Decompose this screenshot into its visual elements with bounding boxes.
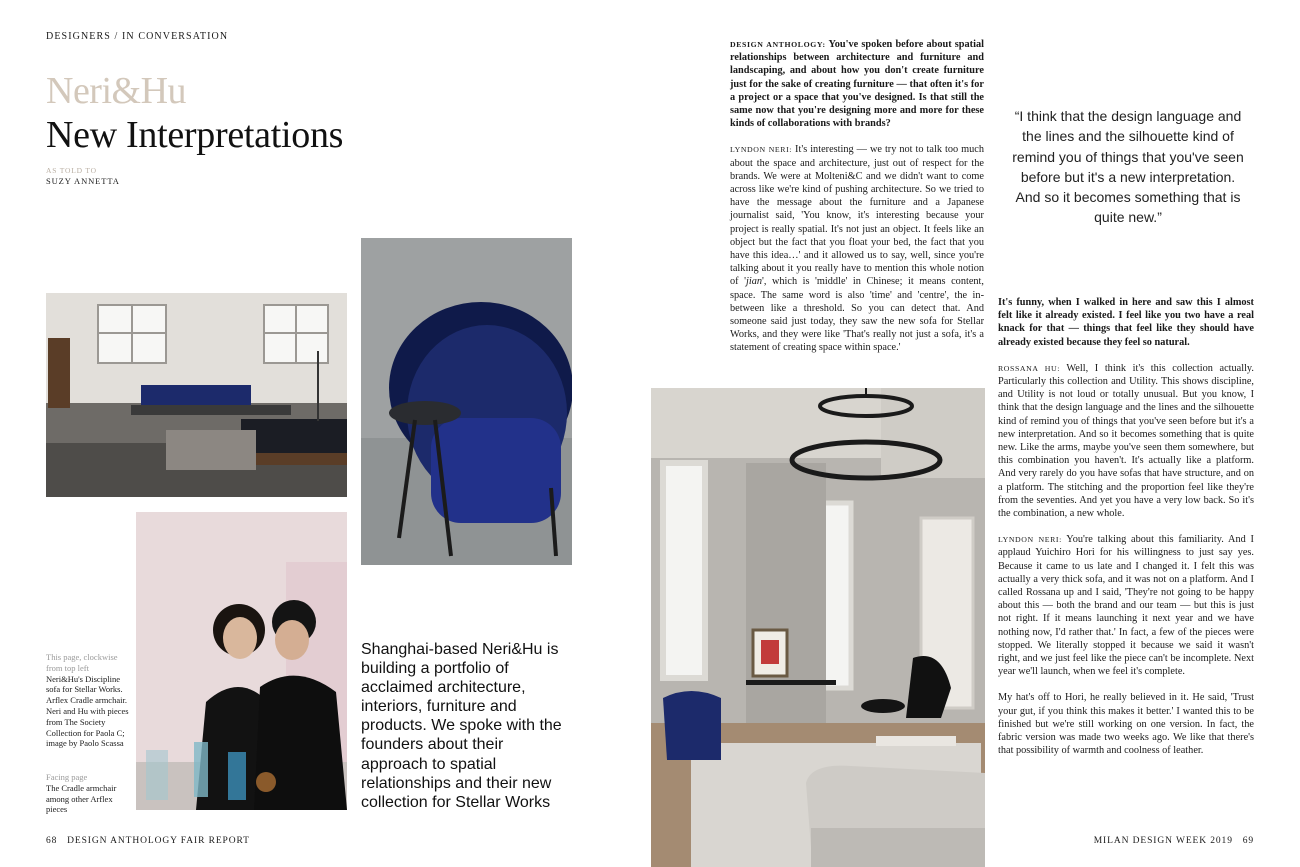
question-2: It's funny, when I walked in here and saw this I almost felt like it already existed. I feel like you two have a real knack for that — things that feel like they should have already existed because they feel so natural.	[998, 297, 1254, 348]
answer-2-text: Well, I think it's this collection actually. Particularly this collection and Utility. This shows discipline, and Utility is not loud or totally unusual. But you know, I think that the design language and the lines and the silhouette kind of remind you of things that you've seen before but it's a new interpretation. And so it becomes something that is quite new. Like the arms, maybe you've seen them somewhere, but this combination you haven't. It's actually like a platform. And very rarely do you have sofas that have structure, and on a platform. The stitching and the proportion feel like they're from the seventies. And yet you have a very low back. So it's the combination, a new whole.	[998, 362, 1254, 520]
pull-quote: “I think that the design language and the lines and the silhouette kind of remind you of things that you've seen before but it's a new interpretation. And so it becomes something that is quite new.”	[1012, 108, 1244, 226]
photo-discipline-sofa	[46, 293, 347, 497]
answer-4: My hat's off to Hori, he really believed in it. He said, 'Trust your gut, if you think this makes it better.' I wanted this to be finished but we're still working on one version. In fact, the fabric version was made two weeks ago. We like that there's that possibility of warmth and coolness of leather.	[998, 692, 1254, 757]
answer-1	[730, 143, 984, 354]
as-told-to-label: AS TOLD TO	[46, 166, 97, 175]
interview-column-1	[730, 38, 984, 355]
publication-title-right: MILAN DESIGN WEEK 2019	[1093, 836, 1233, 846]
answer-3-text: You're talking about this familiarity. And I applaud Yuichiro Hori for his willingness to just say yes. Because it came to us late and I changed it. I felt this was actually a very thick sofa, and it was not on a platform. And I called Rossana up and I said, 'They're not going to be happy about this — both the brand and our team — but this is just not right. If it means launching it next year and we have nothing now, I'd rather that.' In fact, a few of the pieces were stopped. We literally stopped it because we said it wasn't right, and we just feel like the piece can't be incomplete. Next year we'll launch, when we feel it's complete.	[998, 534, 1254, 678]
speaker-lyndon-neri: LYNDON NERI:	[730, 145, 793, 155]
article-headline: New Interpretations	[46, 114, 344, 156]
question-1	[730, 38, 984, 130]
section-label: DESIGNERS / IN CONVERSATION	[46, 31, 229, 42]
intro-standfirst: Shanghai-based Neri&Hu is building a portfolio of acclaimed architecture, interiors, furniture and products. We spoke with the founders about their approach to spatial relationships and their new collection for Stellar Works	[361, 641, 562, 811]
folio-left	[46, 836, 250, 846]
folio-right	[1094, 836, 1254, 846]
answer-1-text-before: It's interesting — we try not to talk too much about the space and architecture, just out of respect for the brands. We were at Molteni&C and we didn't want to come across like we're kind of pushing architecture. So we tried to have the message about the furniture and a Japanese journalist said, 'You know, it's interesting because your project is really spatial. It's not just an object. It feels like an object but the fact that you float your bed, the fact that you have this idea…' and it allowed us to say, well, since you're talking about it you really have to mention this whole notion of '	[730, 144, 984, 288]
speaker-rossana-hu: ROSSANA HU:	[998, 363, 1060, 373]
photo-cradle-armchair	[361, 238, 572, 565]
page-number-right: 69	[1242, 836, 1254, 846]
caption-this-page-text: Neri&Hu's Discipline sofa for Stellar Works. Arflex Cradle armchair. Neri and Hu with pieces from The Society Collection for Paola C; image by Paolo Scassa	[46, 673, 129, 749]
answer-1-text-after: ', which is 'middle' in Chinese; it means content, space. The same word is also 'time' and 'centre', the in-between like a threshold. So you can detect that. And someone said just today, they saw the new sofa for Stellar Works, and they were like 'That's really not just a sofa, it's a statement of creating space within space.'	[730, 276, 984, 354]
caption-facing-page	[46, 772, 130, 815]
page-number-left: 68	[46, 836, 58, 846]
answer-2	[998, 362, 1254, 520]
photo-interior-chandelier	[651, 388, 985, 867]
speaker-lyndon-neri-2: LYNDON NERI:	[998, 535, 1062, 545]
author-name: SUZY ANNETTA	[46, 176, 120, 186]
answer-1-italic-word: jian	[745, 276, 762, 288]
answer-3	[998, 533, 1254, 678]
interview-column-2	[998, 296, 1254, 758]
caption-facing-page-heading: Facing page	[46, 772, 88, 782]
caption-this-page-heading: This page, clockwise from top left	[46, 652, 118, 673]
caption-this-page	[46, 652, 130, 749]
photo-neri-and-hu	[136, 512, 347, 810]
publication-title-left: DESIGN ANTHOLOGY FAIR REPORT	[67, 836, 250, 846]
speaker-design-anthology: DESIGN ANTHOLOGY:	[730, 40, 826, 49]
question-1-text: You've spoken before about spatial relationships between architecture and furniture and landscaping, and about how you don't create furniture just for the sake of creating furniture — that often it's for a project or a space that you've designed. Is that still the same now that you're designing more and more for these kinds of collaborations with brands?	[730, 39, 984, 130]
caption-facing-page-text: The Cradle armchair among other Arflex pieces	[46, 782, 117, 815]
brand-name: Neri&Hu	[46, 70, 187, 112]
